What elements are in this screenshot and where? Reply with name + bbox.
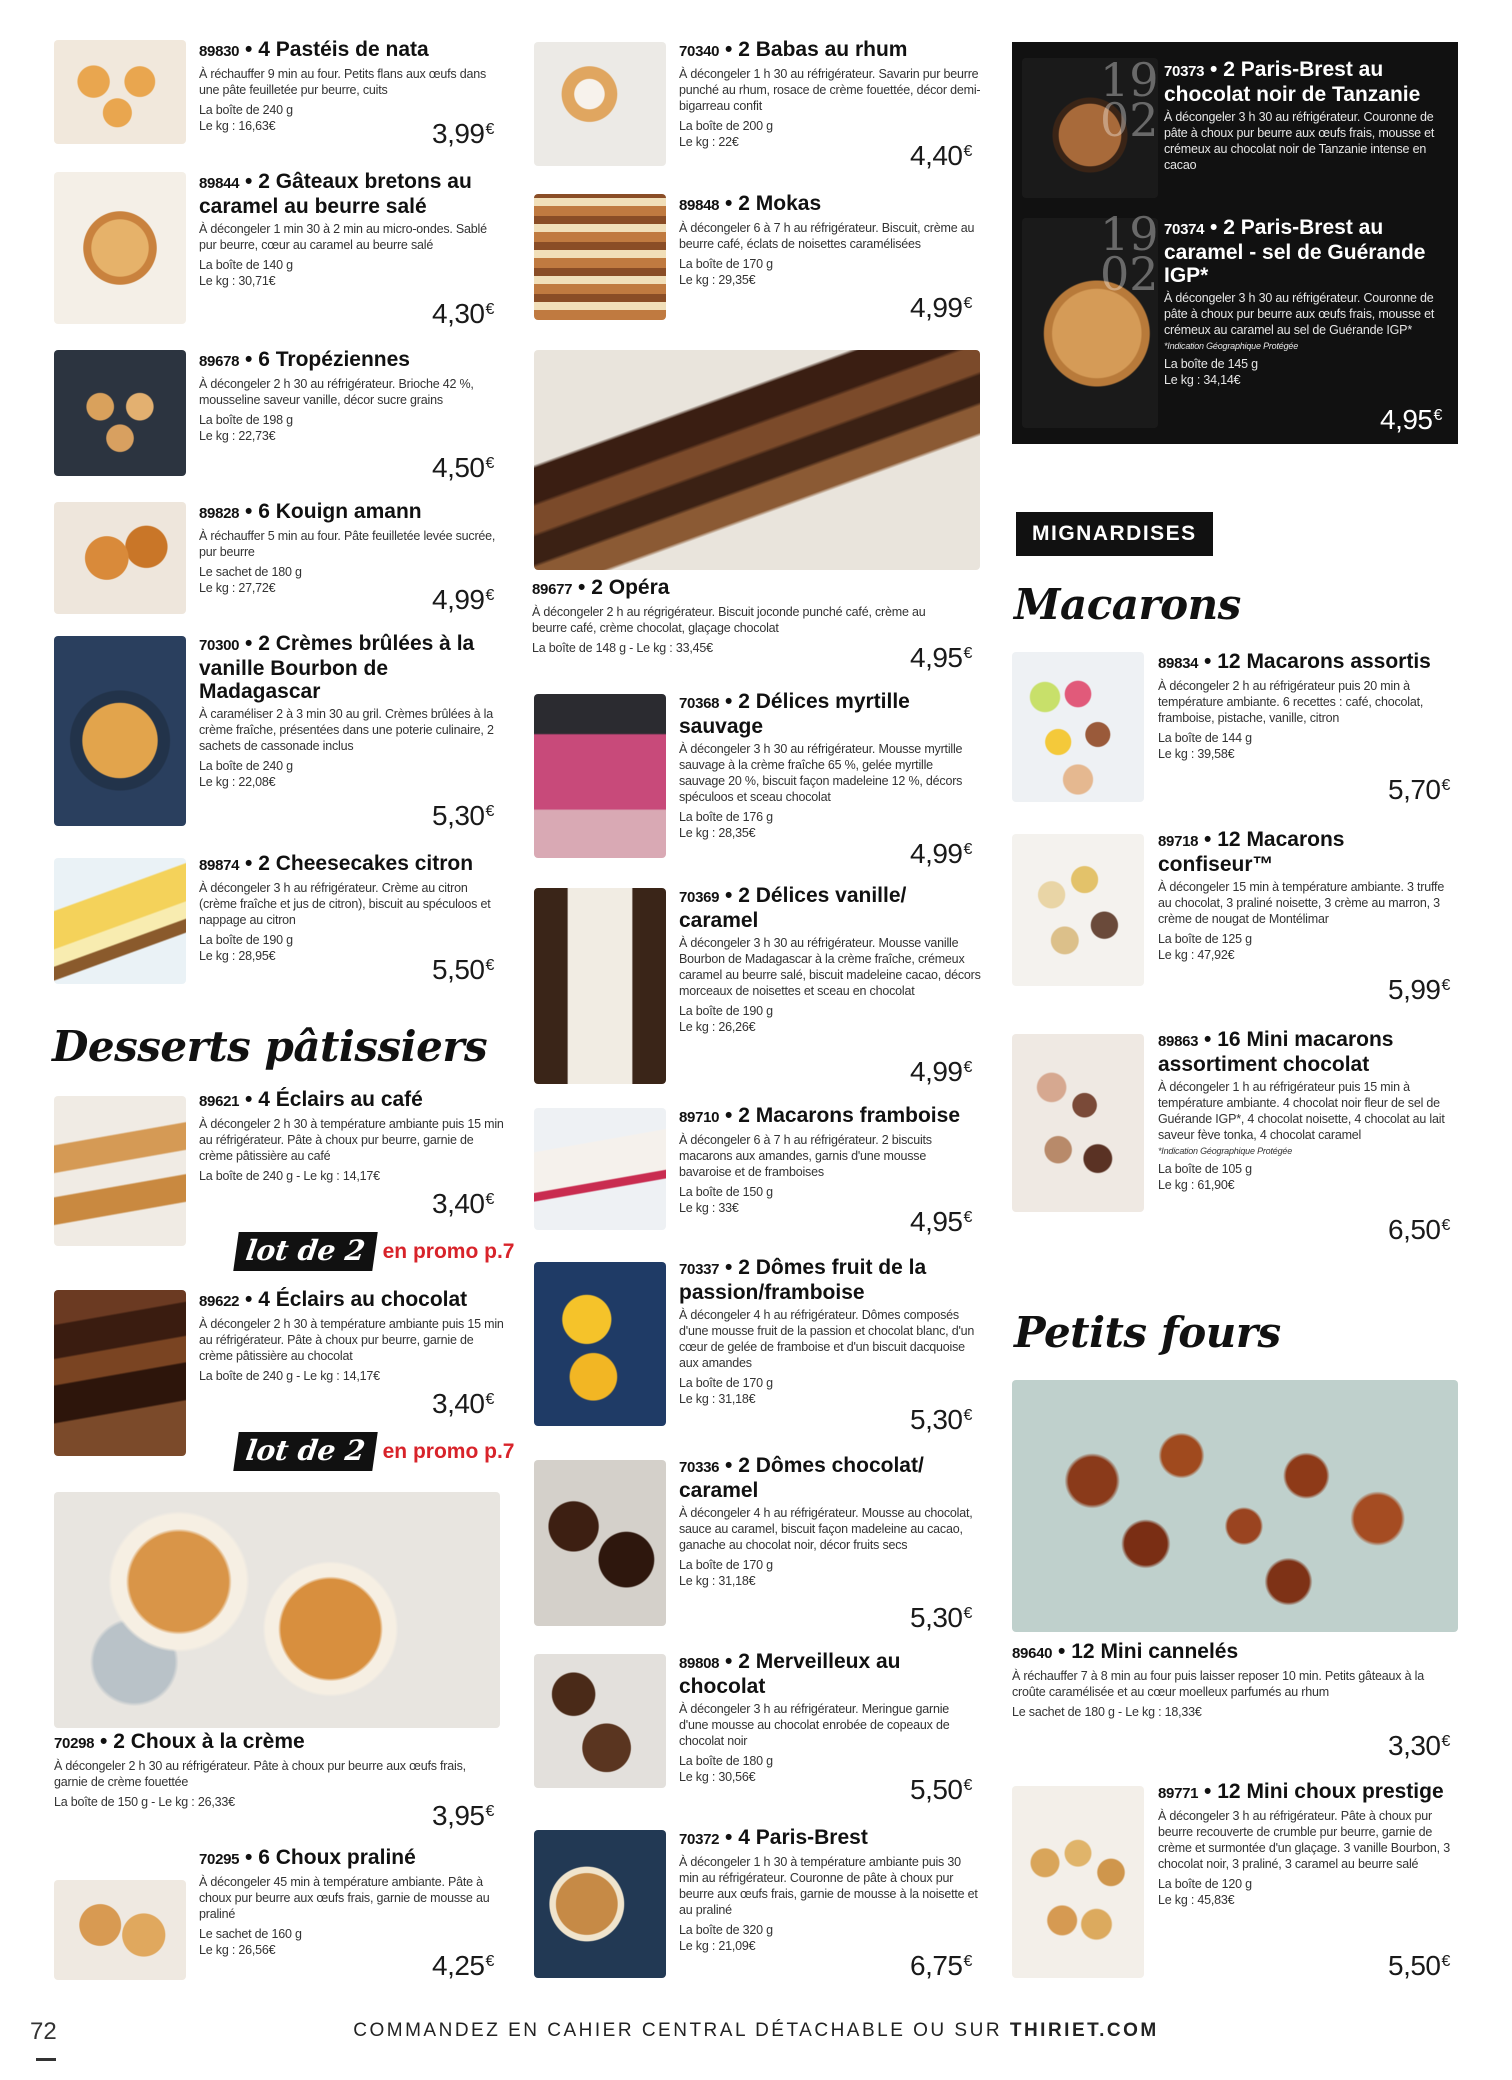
heading-desserts-patissiers: Desserts pâtissiers <box>52 1022 488 1071</box>
footer-cta <box>0 2020 1512 2042</box>
product-photo-mokas <box>534 194 666 320</box>
product-size: La boîte de 144 g Le kg : 39,58€ <box>1158 731 1252 761</box>
product-title: 70336 • 2 Dômes chocolat/ caramel <box>679 1454 924 1502</box>
promo-lot-label: lot de 2 <box>233 1432 377 1471</box>
heading-macarons: Macarons <box>1014 580 1241 629</box>
product-89678 <box>199 348 499 444</box>
product-desc: À décongeler 45 min à température ambiante. Pâte à choux pur beurre aux œufs frais, garnie de mousse au praliné <box>199 1875 490 1921</box>
product-title: 89771 • 12 Mini choux prestige <box>1158 1780 1444 1803</box>
price: 5,30€ <box>432 800 494 831</box>
product-title: 70374 • 2 Paris-Brest au caramel - sel de Guérande IGP* <box>1164 216 1426 287</box>
product-size: La boîte de 198 g Le kg : 22,73€ <box>199 413 293 443</box>
product-title: 89874 • 2 Cheesecakes citron <box>199 852 474 875</box>
product-size: La boîte de 150 g Le kg : 33€ <box>679 1185 773 1215</box>
product-desc: À décongeler 4 h au réfrigérateur. Mousse au chocolat, sauce au caramel, biscuit façon madeleine au cacao, ganache au chocolat noir, décor fruits secs <box>679 1506 973 1552</box>
product-70295 <box>199 1846 499 1958</box>
product-title: 89830 • 4 Pastéis de nata <box>199 38 429 61</box>
product-photo-tropeziennes <box>54 350 186 476</box>
product-desc: À décongeler 1 min 30 à 2 min au micro-ondes. Sablé pur beurre, cœur au caramel au beurre salé <box>199 222 487 252</box>
product-desc: À décongeler 3 h 30 au réfrigérateur. Mousse myrtille sauvage à la crème fraîche 65 %, gelée myrtille sauvage 20 %, biscuit façon madeleine 12 %, décors spéculoos et sceau chocolat <box>679 742 963 804</box>
price: 3,40€ <box>432 1188 494 1219</box>
product-photo-babas <box>534 42 666 166</box>
product-desc: À décongeler 3 h 30 au réfrigérateur. Couronne de pâte à choux pur beurre aux œufs frais, mousse et crémeux au caramel au sel de Guérande IGP* <box>1164 291 1435 337</box>
product-title: 89844 • 2 Gâteaux bretons au caramel au beurre salé <box>199 170 472 218</box>
product-photo-kouign-amann <box>54 502 186 614</box>
product-desc: À décongeler 2 h 30 au réfrigérateur. Brioche 42 %, mousseline saveur vanille, décor sucre grains <box>199 377 474 407</box>
product-title: 89808 • 2 Merveilleux au chocolat <box>679 1650 901 1698</box>
footer-brand-link[interactable]: THIRIET.COM <box>1009 2020 1159 2041</box>
product-photo-mini-canneles <box>1012 1380 1458 1632</box>
product-size: La boîte de 125 g Le kg : 47,92€ <box>1158 932 1252 962</box>
product-desc: À décongeler 3 h au réfrigérateur. Crème au citron (crème fraîche et jus de citron), biscuit au spéculoos et nappage au citron <box>199 881 491 927</box>
product-photo-merveilleux <box>534 1654 666 1788</box>
price: 3,40€ <box>432 1388 494 1419</box>
product-70340 <box>679 38 981 150</box>
product-photo-eclairs-cafe <box>54 1096 186 1246</box>
price: 4,30€ <box>432 298 494 329</box>
product-desc: À décongeler 1 h 30 à température ambiante puis 30 min au réfrigérateur. Couronne de pâte à choux pur beurre aux œufs frais, garnie de mousse à la noisette et au praliné <box>679 1855 978 1917</box>
price: 4,99€ <box>910 838 972 869</box>
product-title: 89621 • 4 Éclairs au café <box>199 1088 423 1111</box>
paris-brest-panel <box>1012 42 1458 444</box>
product-desc: À décongeler 6 à 7 h au réfrigérateur. 2 biscuits macarons aux amandes, garnis d'une mousse bavaroise et de framboises <box>679 1133 932 1179</box>
product-photo-cheesecakes <box>54 858 186 984</box>
product-title: 70368 • 2 Délices myrtille sauvage <box>679 690 910 738</box>
product-size: Le sachet de 180 g Le kg : 27,72€ <box>199 565 302 595</box>
product-desc: À décongeler 3 h 30 au réfrigérateur. Mousse vanille Bourbon de Madagascar à la crème fraîche, crémeux caramel au beurre salé, biscuit madeleine cacao, décors morceaux de noisettes et sceau en chocolat <box>679 936 981 998</box>
product-desc: À décongeler 2 h au réfrigérateur puis 20 min à température ambiante. 6 recettes : café, chocolat, framboise, pistache, vanille, citron <box>1158 679 1424 725</box>
product-note: *Indication Géographique Protégée <box>1158 1146 1293 1156</box>
product-size: La boîte de 170 g Le kg : 31,18€ <box>679 1376 773 1406</box>
product-desc: À réchauffer 5 min au four. Pâte feuilletée levée sucrée, pur beurre <box>199 529 496 559</box>
product-title: 89677 • 2 Opéra <box>532 576 670 599</box>
product-89808 <box>679 1650 981 1785</box>
product-size: La boîte de 150 g - Le kg : 26,33€ <box>54 1795 235 1809</box>
product-size: La boîte de 240 g - Le kg : 14,17€ <box>199 1369 380 1383</box>
product-desc: À décongeler 1 h 30 au réfrigérateur. Savarin pur beurre punché au rhum, rosace de crème fouettée, décor demi-bigarreau confit <box>679 67 981 113</box>
product-89718 <box>1158 828 1458 963</box>
product-size: La boîte de 120 g Le kg : 45,83€ <box>1158 1877 1252 1907</box>
product-photo-mini-macarons <box>1012 1034 1144 1212</box>
promo-link[interactable]: en promo p.7 <box>382 1239 515 1263</box>
product-desc: À réchauffer 9 min au four. Petits flans aux œufs dans une pâte feuilletée pur beurre, cuits <box>199 67 487 97</box>
product-desc: À caraméliser 2 à 3 min 30 au gril. Crèmes brûlées à la crème fraîche, présentées dans une poterie culinaire, 2 sachets de cassonade inclus <box>199 707 494 753</box>
product-photo-vanille-caramel <box>534 888 666 1084</box>
product-title: 70372 • 4 Paris-Brest <box>679 1826 868 1849</box>
product-title: 70298 • 2 Choux à la crème <box>54 1730 305 1753</box>
price: 3,95€ <box>432 1800 494 1831</box>
product-title: 89678 • 6 Tropéziennes <box>199 348 410 371</box>
product-89844 <box>199 170 499 289</box>
product-title: 89640 • 12 Mini cannelés <box>1012 1640 1239 1663</box>
product-70373 <box>1164 58 1452 173</box>
product-size: La boîte de 180 g Le kg : 30,56€ <box>679 1754 773 1784</box>
product-89677 <box>532 576 952 656</box>
price: 6,75€ <box>910 1950 972 1981</box>
product-size: La boîte de 176 g Le kg : 28,35€ <box>679 810 773 840</box>
product-photo-eclairs-chocolat <box>54 1290 186 1456</box>
product-title: 70337 • 2 Dômes fruit de la passion/framboise <box>679 1256 927 1304</box>
price: 4,99€ <box>910 292 972 323</box>
price: 4,50€ <box>432 452 494 483</box>
product-title: 70373 • 2 Paris-Brest au chocolat noir de Tanzanie <box>1164 58 1421 106</box>
product-photo-gateaux-bretons <box>54 172 186 324</box>
product-size: La boîte de 200 g Le kg : 22€ <box>679 119 773 149</box>
product-desc: À décongeler 15 min à température ambiante. 3 truffe au chocolat, 3 praliné noisette, 3 crème au marron, 3 crème de nougat de Montélimar <box>1158 880 1445 926</box>
product-size: La boîte de 170 g Le kg : 31,18€ <box>679 1558 773 1588</box>
price: 6,50€ <box>1388 1214 1450 1245</box>
product-desc: À décongeler 3 h au réfrigérateur. Meringue garnie d'une mousse au chocolat enrobée de copeaux de chocolat noir <box>679 1702 950 1748</box>
product-89622 <box>199 1288 509 1384</box>
product-title: 70295 • 6 Choux praliné <box>199 1846 416 1869</box>
price: 4,99€ <box>432 584 494 615</box>
product-89834 <box>1158 650 1458 762</box>
page-number-underline <box>36 2058 56 2061</box>
price: 3,30€ <box>1388 1730 1450 1761</box>
product-89863 <box>1158 1028 1458 1193</box>
product-size: La boîte de 140 g Le kg : 30,71€ <box>199 258 293 288</box>
product-desc: À réchauffer 7 à 8 min au four puis laisser reposer 10 min. Petits gâteaux à la croûte caramélisée et au cœur moelleux parfumés au rhum <box>1012 1669 1424 1699</box>
product-note: *Indication Géographique Protégée <box>1164 341 1299 351</box>
product-size: La boîte de 105 g Le kg : 61,90€ <box>1158 1162 1252 1192</box>
product-70300 <box>199 632 499 790</box>
product-89640 <box>1012 1640 1452 1720</box>
product-photo-domes-chocolat <box>534 1460 666 1626</box>
product-photo-choux-creme <box>54 1492 500 1728</box>
product-size: La boîte de 240 g Le kg : 16,63€ <box>199 103 293 133</box>
product-size: La boîte de 148 g - Le kg : 33,45€ <box>532 641 713 655</box>
price: 5,50€ <box>432 954 494 985</box>
product-size: La boîte de 240 g Le kg : 22,08€ <box>199 759 293 789</box>
product-size: Le sachet de 180 g - Le kg : 18,33€ <box>1012 1705 1202 1719</box>
product-photo-pasteis <box>54 40 186 144</box>
product-title: 89828 • 6 Kouign amann <box>199 500 422 523</box>
product-size: La boîte de 145 g Le kg : 34,14€ <box>1164 357 1258 387</box>
product-89710 <box>679 1104 981 1216</box>
product-desc: À décongeler 4 h au réfrigérateur. Dômes composés d'une mousse fruit de la passion et chocolat blanc, d'un cœur de gelée de framboise et d'un biscuit dacquoise aux amandes <box>679 1308 975 1370</box>
product-desc: À décongeler 2 h 30 au réfrigérateur. Pâte à choux pur beurre aux œufs frais, garnie de crème fouettée <box>54 1759 466 1789</box>
footer-text: COMMANDEZ EN CAHIER CENTRAL DÉTACHABLE OU SUR <box>353 2020 1010 2041</box>
product-70336 <box>679 1454 981 1589</box>
product-size: La boîte de 190 g Le kg : 26,26€ <box>679 1004 773 1034</box>
price: 5,50€ <box>1388 1950 1450 1981</box>
product-89848 <box>679 192 981 288</box>
product-70337 <box>679 1256 981 1407</box>
price: 4,25€ <box>432 1950 494 1981</box>
product-photo-paris-brest <box>534 1830 666 1978</box>
price: 4,95€ <box>910 1206 972 1237</box>
product-photo-macarons-assortis <box>1012 652 1144 802</box>
product-70374 <box>1164 216 1452 388</box>
product-70369 <box>679 884 981 1035</box>
product-size: Le sachet de 160 g Le kg : 26,56€ <box>199 1927 302 1957</box>
section-mignardises: MIGNARDISES <box>1016 512 1213 556</box>
product-photo-choux-praline <box>54 1880 186 1980</box>
product-photo-cremes-brulees <box>54 636 186 826</box>
product-photo-myrtille <box>534 694 666 858</box>
product-title: 70300 • 2 Crèmes brûlées à la vanille Bourbon de Madagascar <box>199 632 475 703</box>
product-desc: À décongeler 2 h 30 à température ambiante puis 15 min au réfrigérateur. Pâte à choux pur beurre, garnie de crème pâtissière au café <box>199 1117 504 1163</box>
product-photo-opera <box>534 350 980 570</box>
product-70368 <box>679 690 981 841</box>
product-89771 <box>1158 1780 1458 1908</box>
product-photo-domes-passion <box>534 1262 666 1426</box>
price: 5,30€ <box>910 1602 972 1633</box>
promo-badge[interactable] <box>236 1232 514 1271</box>
year-mark: 19 02 <box>1100 207 1159 301</box>
product-desc: À décongeler 2 h 30 à température ambiante puis 15 min au réfrigérateur. Pâte à choux pur beurre, garnie de crème pâtissière au chocolat <box>199 1317 504 1363</box>
product-title: 89710 • 2 Macarons framboise <box>679 1104 961 1127</box>
year-mark: 19 02 <box>1100 53 1159 147</box>
price: 5,99€ <box>1388 974 1450 1005</box>
product-desc: À décongeler 6 à 7 h au réfrigérateur. Biscuit, crème au beurre café, éclats de noisettes caramélisées <box>679 221 975 251</box>
product-desc: À décongeler 2 h au régrigérateur. Biscuit joconde punché café, crème au beurre café, crème chocolat, glaçage chocolat <box>532 605 926 635</box>
product-photo-macarons-framboise <box>534 1108 666 1230</box>
product-89828 <box>199 500 499 596</box>
product-size: La boîte de 190 g Le kg : 28,95€ <box>199 933 293 963</box>
promo-badge[interactable] <box>236 1432 514 1471</box>
price: 4,95€ <box>910 642 972 673</box>
product-desc: À décongeler 3 h 30 au réfrigérateur. Couronne de pâte à choux pur beurre aux œufs frais, mousse et crémeux au chocolat noir de Tanzanie intense en cacao <box>1164 110 1435 172</box>
price: 3,99€ <box>432 118 494 149</box>
page-number: 72 <box>30 2018 57 2045</box>
product-desc: À décongeler 1 h au réfrigérateur puis 15 min à température ambiante. 4 chocolat noir fleur de sel de Guérande IGP*, 4 chocolat noisette, 4 chocolat au lait saveur fève tonka, 4 chocolat caramel <box>1158 1080 1445 1142</box>
product-70298 <box>54 1730 494 1810</box>
price: 4,40€ <box>910 140 972 171</box>
product-photo-mini-choux <box>1012 1786 1144 1978</box>
price: 4,95€ <box>1380 404 1442 435</box>
heading-petits-fours: Petits fours <box>1014 1308 1281 1357</box>
promo-link[interactable]: en promo p.7 <box>382 1439 515 1463</box>
price: 5,70€ <box>1388 774 1450 805</box>
price: 5,30€ <box>910 1404 972 1435</box>
product-title: 89718 • 12 Macarons confiseur™ <box>1158 828 1345 876</box>
product-title: 70369 • 2 Délices vanille/ caramel <box>679 884 907 932</box>
product-title: 89848 • 2 Mokas <box>679 192 822 215</box>
product-title: 89863 • 16 Mini macarons assortiment chocolat <box>1158 1028 1394 1076</box>
product-photo-macarons-confiseur <box>1012 834 1144 986</box>
product-89621 <box>199 1088 509 1184</box>
product-89874 <box>199 852 499 964</box>
product-title: 89834 • 12 Macarons assortis <box>1158 650 1431 673</box>
product-title: 89622 • 4 Éclairs au chocolat <box>199 1288 468 1311</box>
product-title: 70340 • 2 Babas au rhum <box>679 38 908 61</box>
product-70372 <box>679 1826 981 1954</box>
product-size: La boîte de 170 g Le kg : 29,35€ <box>679 257 773 287</box>
product-size: La boîte de 320 g Le kg : 21,09€ <box>679 1923 773 1953</box>
product-size: La boîte de 240 g - Le kg : 14,17€ <box>199 1169 380 1183</box>
product-desc: À décongeler 3 h au réfrigérateur. Pâte à choux pur beurre recouverte de crumble pur beurre, garnie de crème et surmontée d'un glaçage. 3 vanille Bourbon, 3 chocolat noir, 3 praliné, 3 caramel au beurre salé <box>1158 1809 1450 1871</box>
promo-lot-label: lot de 2 <box>233 1232 377 1271</box>
price: 4,99€ <box>910 1056 972 1087</box>
price: 5,50€ <box>910 1774 972 1805</box>
